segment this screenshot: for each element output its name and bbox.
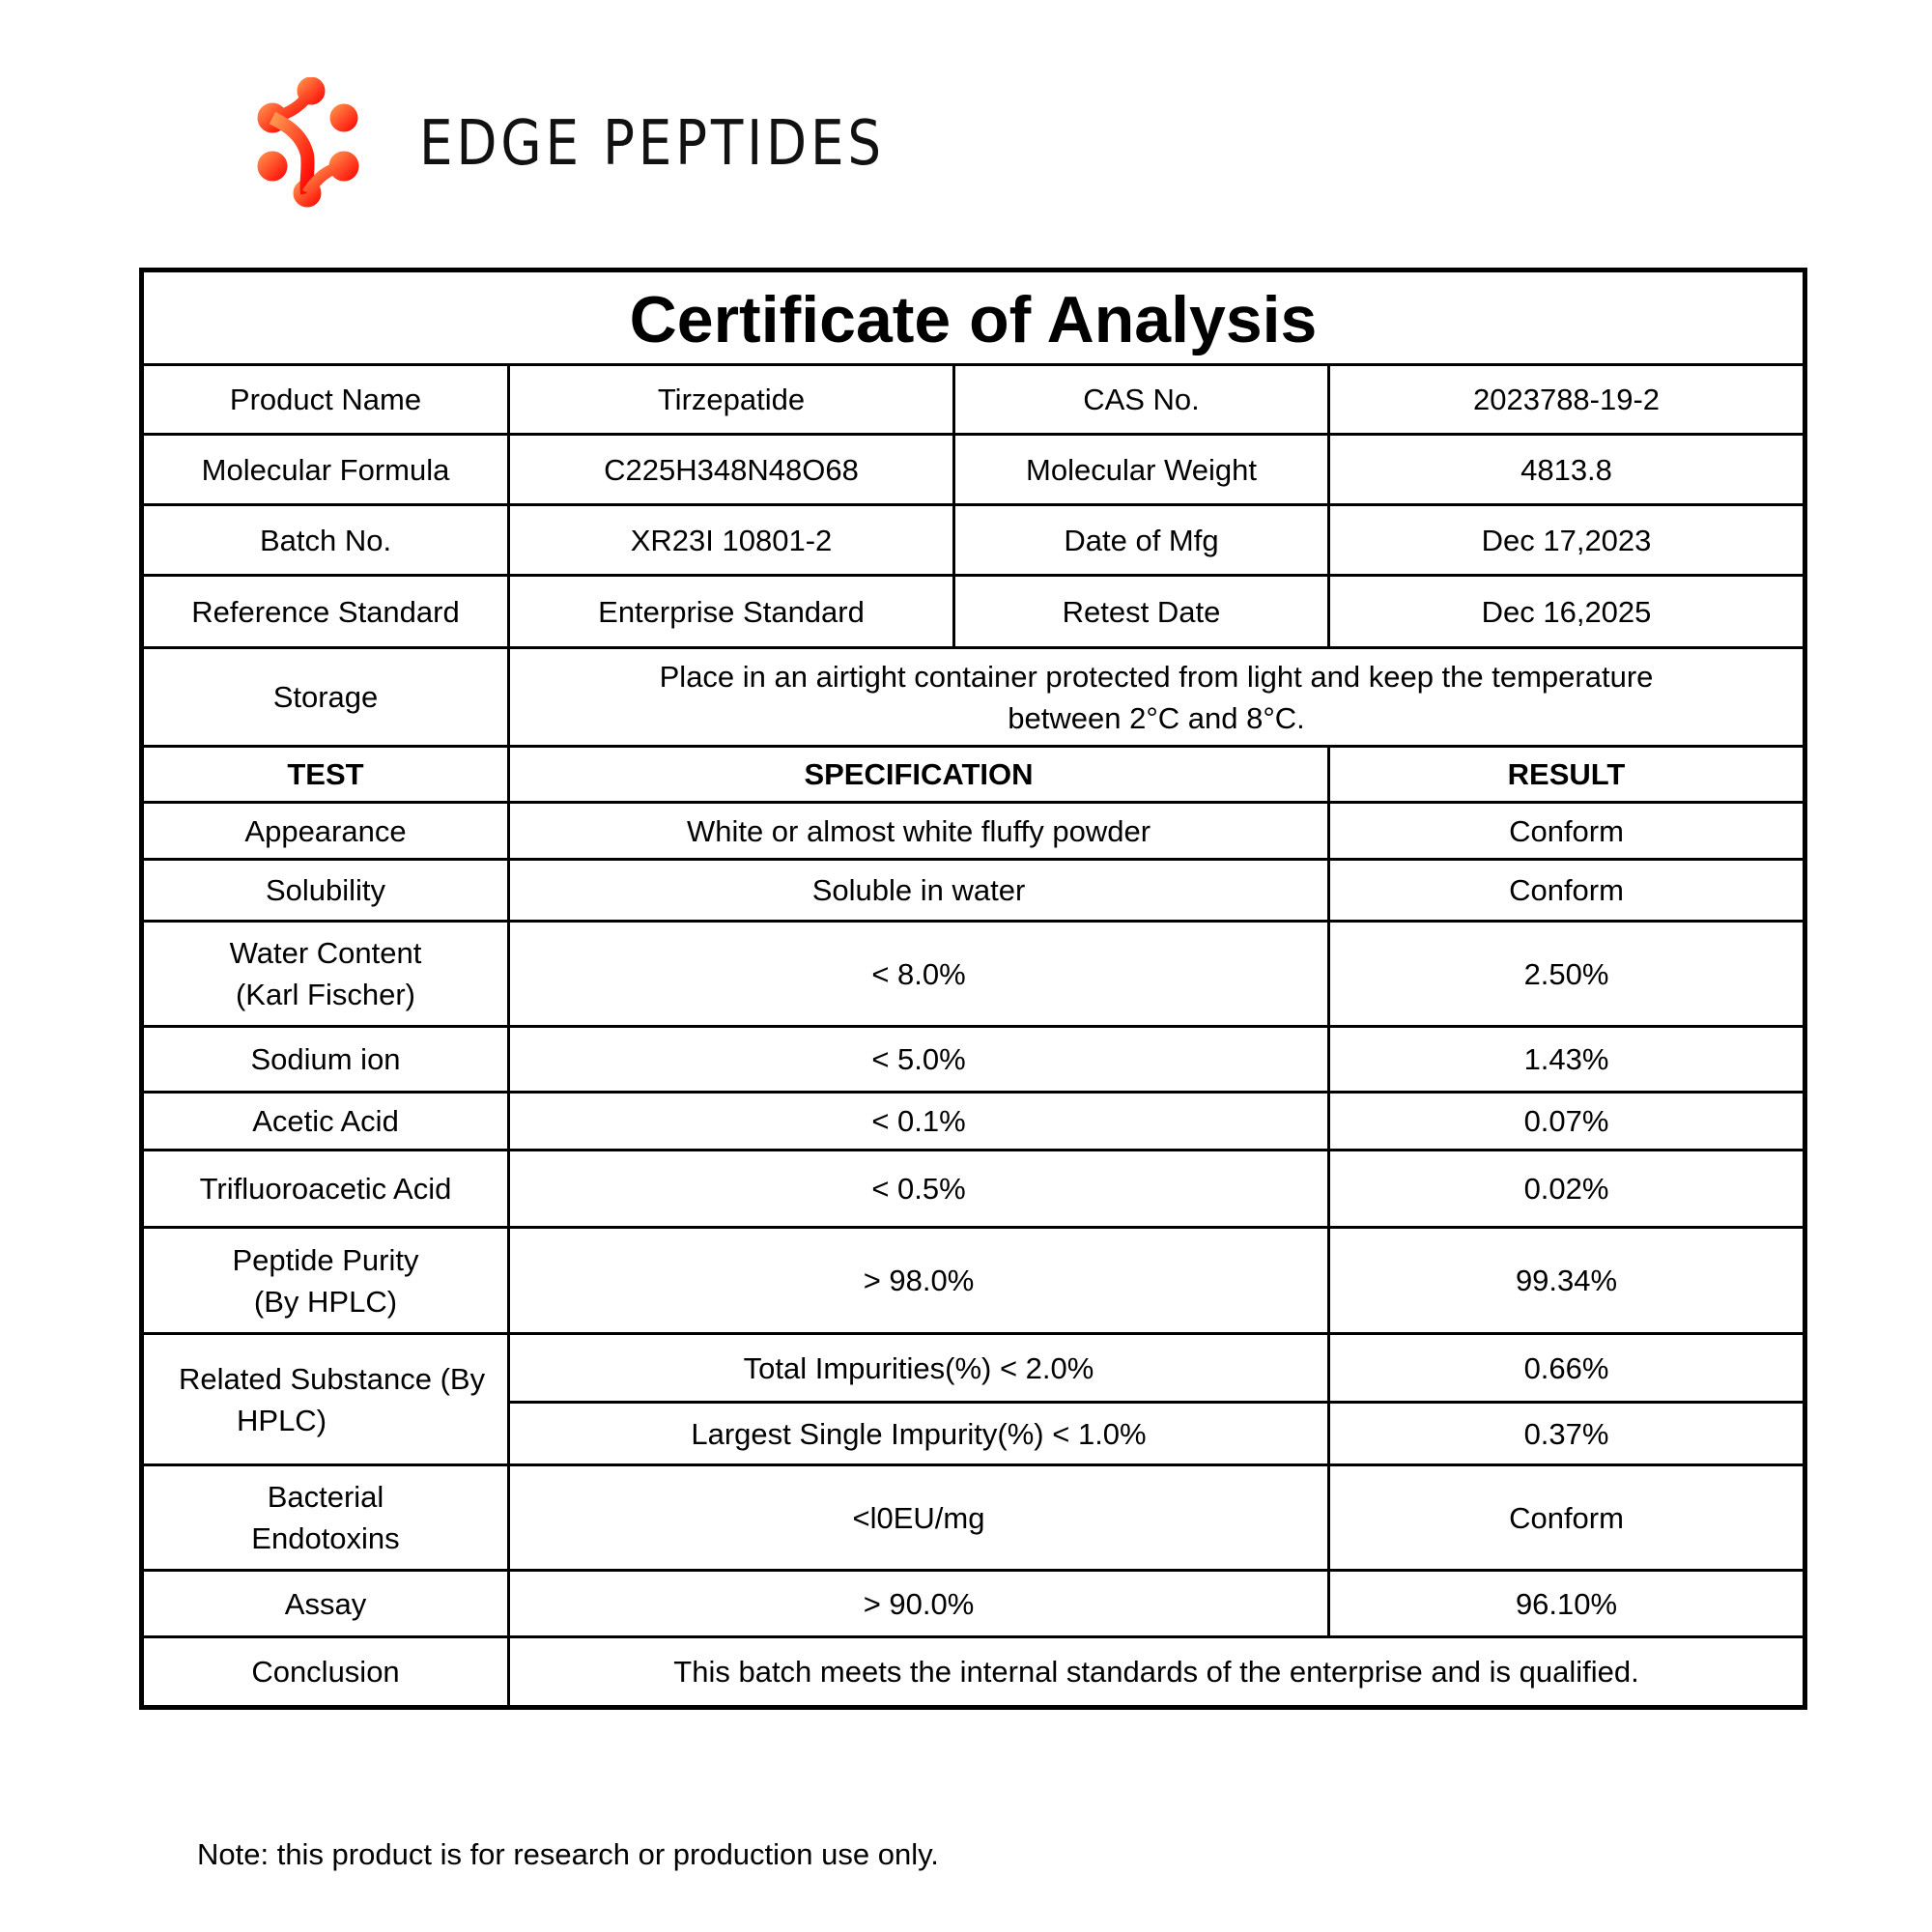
test-result: 0.66%: [1329, 1334, 1805, 1403]
test-name-line: Water Content: [229, 936, 422, 970]
test-result: Conform: [1329, 1465, 1805, 1571]
test-name-line: Bacterial: [267, 1480, 384, 1514]
test-name-line: (Karl Fischer): [235, 978, 415, 1011]
coa-table: [139, 268, 1807, 1710]
info-value: Enterprise Standard: [509, 576, 954, 648]
info-value: 2023788-19-2: [1329, 365, 1805, 435]
info-label: Batch No.: [142, 505, 509, 576]
test-name: Acetic Acid: [142, 1093, 509, 1151]
test-result: 96.10%: [1329, 1571, 1805, 1637]
test-name: [142, 922, 509, 1027]
document-title: Certificate of Analysis: [142, 270, 1805, 365]
test-spec: < 8.0%: [509, 922, 1329, 1027]
info-label: CAS No.: [954, 365, 1329, 435]
test-spec: Soluble in water: [509, 860, 1329, 922]
table-row: [142, 1228, 1805, 1334]
test-result: Conform: [1329, 860, 1805, 922]
test-spec: <l0EU/mg: [509, 1465, 1329, 1571]
info-value: XR23I 10801-2: [509, 505, 954, 576]
test-spec: White or almost white fluffy powder: [509, 803, 1329, 860]
footer-note: Note: this product is for research or production use only.: [197, 1837, 939, 1871]
storage-line: Place in an airtight container protected from light and keep the temperature: [659, 659, 1654, 694]
table-row: [142, 1571, 1805, 1637]
test-spec: > 90.0%: [509, 1571, 1329, 1637]
storage-line: between 2°C and 8°C.: [1008, 700, 1305, 735]
test-result: 2.50%: [1329, 922, 1805, 1027]
info-value: Dec 17,2023: [1329, 505, 1805, 576]
test-name-line: HPLC): [237, 1403, 327, 1437]
test-name: Trifluoroacetic Acid: [142, 1151, 509, 1228]
test-result: 0.02%: [1329, 1151, 1805, 1228]
info-label: Reference Standard: [142, 576, 509, 648]
test-spec: < 0.5%: [509, 1151, 1329, 1228]
test-spec: < 0.1%: [509, 1093, 1329, 1151]
test-name: Appearance: [142, 803, 509, 860]
info-value: Dec 16,2025: [1329, 576, 1805, 648]
test-name: [142, 1334, 509, 1465]
table-row: [142, 1151, 1805, 1228]
test-name-line: Related Substance (By: [179, 1361, 486, 1396]
test-spec: Largest Single Impurity(%) < 1.0%: [509, 1403, 1329, 1465]
brand-name: EDGE PEPTIDES: [419, 108, 885, 180]
info-value: Tirzepatide: [509, 365, 954, 435]
test-spec: Total Impurities(%) < 2.0%: [509, 1334, 1329, 1403]
table-row: [142, 1334, 1805, 1403]
test-name: Assay: [142, 1571, 509, 1637]
info-label: Retest Date: [954, 576, 1329, 648]
table-row: [142, 1093, 1805, 1151]
test-result: 0.37%: [1329, 1403, 1805, 1465]
test-result: Conform: [1329, 803, 1805, 860]
edge-peptides-logo-icon: [249, 77, 380, 208]
test-spec: > 98.0%: [509, 1228, 1329, 1334]
test-name: [142, 1465, 509, 1571]
storage-value: [509, 648, 1805, 747]
table-row: [142, 803, 1805, 860]
test-name: [142, 1228, 509, 1334]
table-row: [142, 1465, 1805, 1571]
test-name-line: Peptide Purity: [232, 1242, 419, 1277]
table-row: [142, 922, 1805, 1027]
info-label: Date of Mfg: [954, 505, 1329, 576]
table-row: [142, 860, 1805, 922]
table-row: [142, 1027, 1805, 1093]
header-result: RESULT: [1329, 747, 1805, 803]
info-label: Molecular Formula: [142, 435, 509, 505]
test-name: Solubility: [142, 860, 509, 922]
info-label: Product Name: [142, 365, 509, 435]
test-spec: < 5.0%: [509, 1027, 1329, 1093]
test-result: 0.07%: [1329, 1093, 1805, 1151]
storage-label: Storage: [142, 648, 509, 747]
info-value: C225H348N48O68: [509, 435, 954, 505]
test-name-line: (By HPLC): [253, 1284, 398, 1319]
test-name-line: Endotoxins: [251, 1521, 400, 1555]
conclusion-label: Conclusion: [142, 1637, 509, 1708]
header-test: TEST: [142, 747, 509, 803]
header-specification: SPECIFICATION: [509, 747, 1329, 803]
test-result: 99.34%: [1329, 1228, 1805, 1334]
test-result: 1.43%: [1329, 1027, 1805, 1093]
test-name: Sodium ion: [142, 1027, 509, 1093]
info-value: 4813.8: [1329, 435, 1805, 505]
info-label: Molecular Weight: [954, 435, 1329, 505]
conclusion-text: This batch meets the internal standards of the enterprise and is qualified.: [509, 1637, 1805, 1708]
